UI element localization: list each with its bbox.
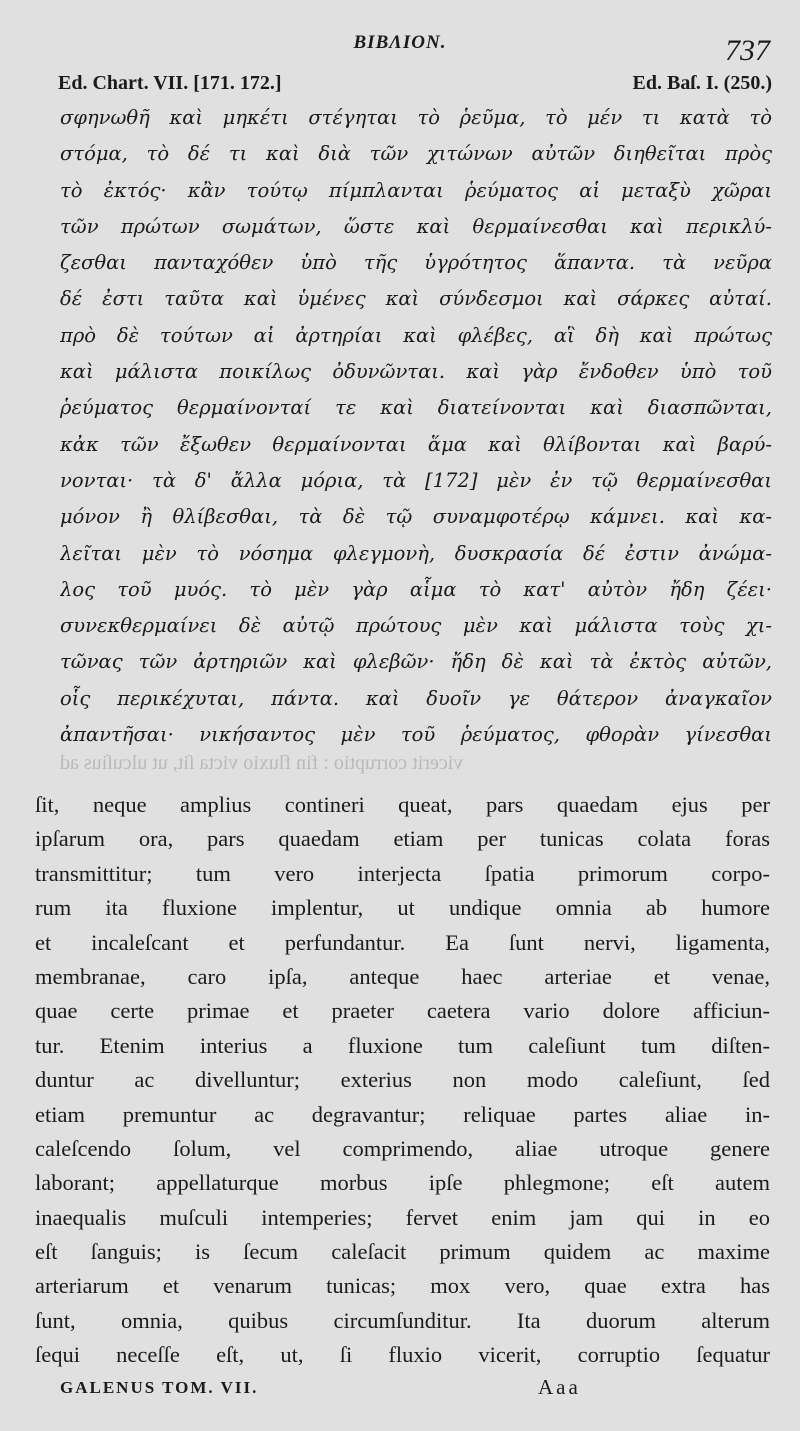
latin-text-line: tur. Etenim interius a fluxione tum caleſiunt tum diſten- [35,1032,770,1058]
latin-text-line: inaequalis muſculi intemperies; fervet enim jam qui in eo [35,1204,770,1230]
greek-text-block [60,100,772,753]
latin-text-line: eſt ſanguis; is ſecum caleſacit primum quidem ac maxime [35,1239,770,1265]
running-title: BIBΛΙΟΝ. [353,32,447,53]
latin-text-line: caleſcendo ſolum, vel comprimendo, aliae utroque genere [35,1135,770,1161]
latin-text-block [35,788,770,1373]
latin-text-line: ſunt, omnia, quibus circumſunditur. Ita duorum alterum [35,1307,770,1333]
greek-text-line: μόνον ἢ θλίβεσθαι, τὰ δὲ τῷ συναμφοτέρῳ κάμνει. καὶ κα- [60,505,772,529]
latin-text-line: duntur ac divelluntur; exterius non modo caleſiunt, ſed [35,1067,770,1093]
latin-text-line: rum ita fluxione implentur, ut undique omnia ab humore [35,895,770,921]
greek-text-line: κἀκ τῶν ἔξωθεν θερμαίνονται ἅμα καὶ θλίβονται καὶ βαρύ- [60,432,772,456]
greek-text-line: πρὸ δὲ τούτων αἱ ἀρτηρίαι καὶ φλέβες, αἳ δὴ καὶ πρώτως [60,323,772,347]
latin-text-line: etiam premuntur ac degravantur; reliquae partes aliae in- [35,1101,770,1127]
greek-text-line: οἷς περικέχυται, πάντα. καὶ δυοῖν γε θάτερον ἀναγκαῖον [60,686,772,710]
latin-text-line: arteriarum et venarum tunicas; mox vero, quae extra has [35,1273,770,1299]
latin-text-line: ſequi neceſſe eſt, ut, ſi fluxio vicerit, corruptio ſequatur [35,1342,770,1368]
greek-text-line: τῶνας τῶν ἀρτηριῶν καὶ φλεβῶν· ἤδη δὲ καὶ τὰ ἐκτὸς αὐτῶν, [60,650,772,674]
greek-text-line: τῶν πρώτων σωμάτων, ὥστε καὶ θερμαίνεσθαι καὶ περικλύ- [60,214,772,238]
latin-text-line: quae certe primae et praeter caetera vario dolore afficiun- [35,998,770,1024]
signature-mark: GALENUS TOM. VII. [60,1378,259,1397]
greek-text-line: καὶ μάλιστα ποικίλως ὀδυνῶνται. καὶ γὰρ ἔνδοθεν ὑπὸ τοῦ [60,360,772,384]
edition-reference-left: Ed. Chart. VII. [171. 172.] [58,72,282,94]
latin-text-line: ipſarum ora, pars quaedam etiam per tunicas colata foras [35,826,770,852]
greek-text-line: ζεσθαι πανταχόθεν ὑπὸ τῆς ὑγρότητος ἅπαντα. τὰ νεῦρα [60,251,772,275]
greek-text-line: λος τοῦ μυός. τὸ μὲν γὰρ αἷμα τὸ κατ' αὐτὸν ἤδη ζέει· [60,577,772,601]
latin-text-line: laborant; appellaturque morbus ipſe phlegmone; eſt autem [35,1170,770,1196]
latin-text-line: et incaleſcant et perfundantur. Ea ſunt nervi, ligamenta, [35,929,770,955]
bleed-through-text: vicerit corruptio : fin fluxio victa ſit, ut ulcuſius ad [60,752,464,774]
greek-text-line: συνεκθερμαίνει δὲ αὐτῷ πρώτους μὲν καὶ μάλιστα τοὺς χι- [60,614,772,638]
greek-text-line: σφηνωθῆ καὶ μηκέτι στέγηται τὸ ῥεῦμα, τὸ μέν τι κατὰ τὸ [60,106,772,129]
greek-text-line: τὸ ἐκτός· κἂν τούτῳ πίμπλανται ῥεύματος αἱ μεταξὺ χῶραι [60,178,772,202]
latin-text-line: ſit, neque amplius contineri queat, pars quaedam ejus per [35,792,770,817]
greek-text-line: δέ ἐστι ταῦτα καὶ ὑμένες καὶ σύνδεσμοι καὶ σάρκες αὐταί. [60,287,772,311]
greek-text-line: ἀπαντῆσαι· νικήσαντος μὲν τοῦ ῥεύματος, φθορὰν γίνεσθαι [60,723,772,747]
page-number: 737 [725,34,770,67]
greek-text-line: ῥεύματος θερμαίνονταί τε καὶ διατείνονται καὶ διασπῶνται, [60,396,772,420]
greek-text-line: στόμα, τὸ δέ τι καὶ διὰ τῶν χιτώνων αὐτῶν διηθεῖται πρὸς [60,142,772,166]
edition-reference-right: Ed. Baſ. I. (250.) [632,72,772,94]
latin-text-line: membranae, caro ipſa, anteque haec arteriae et venae, [35,963,770,989]
greek-text-line: νονται· τὰ δ' ἄλλα μόρια, τὰ [172] μὲν ἐν τῷ θερμαίνεσθαι [60,468,772,492]
greek-text-line: λεῖται μὲν τὸ νόσημα φλεγμονὴ, δυσκρασία δέ ἐστιν ἀνώμα- [60,541,772,565]
gathering-mark: Aaa [538,1375,581,1399]
latin-text-line: transmittitur; tum vero interjecta ſpatia primorum corpo- [35,860,770,886]
